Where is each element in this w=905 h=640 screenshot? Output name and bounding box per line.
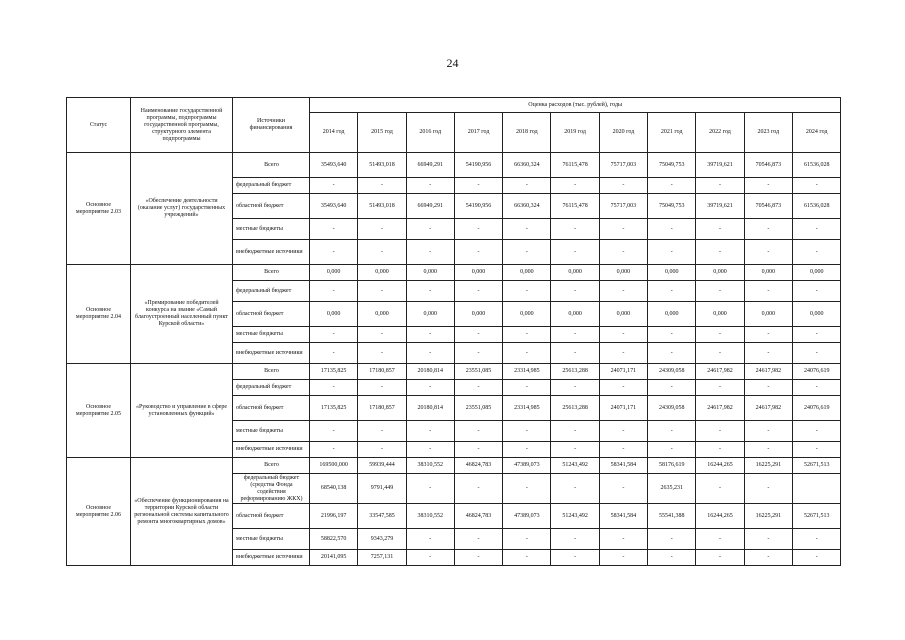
value-cell: 20141,095 (310, 550, 358, 566)
value-cell: - (310, 380, 358, 396)
funding-source: местные бюджеты (233, 529, 310, 550)
value-cell: 7257,131 (358, 550, 406, 566)
value-cell: - (648, 178, 696, 194)
value-cell: 25613,288 (551, 396, 599, 421)
value-cell: - (648, 240, 696, 265)
value-cell: - (406, 178, 454, 194)
value-cell: 61536,028 (792, 194, 840, 219)
value-cell: - (406, 474, 454, 504)
value-cell: 75717,003 (599, 153, 647, 178)
value-cell: 0,000 (696, 302, 744, 327)
value-cell: - (358, 178, 406, 194)
value-cell: - (406, 442, 454, 458)
value-cell: 46824,783 (454, 504, 502, 529)
value-cell: - (551, 474, 599, 504)
funding-source: местные бюджеты (233, 421, 310, 442)
value-cell: - (599, 380, 647, 396)
value-cell: 46824,783 (454, 458, 502, 474)
value-cell: 23551,085 (454, 396, 502, 421)
value-cell: - (358, 240, 406, 265)
value-cell: 66949,291 (406, 153, 454, 178)
value-cell: 0,000 (599, 302, 647, 327)
value-cell: 70546,873 (744, 194, 792, 219)
value-cell: - (454, 240, 502, 265)
value-cell: - (551, 380, 599, 396)
group-name: «Премирование победителей конкурса на звание «Самый благоустроенный населенный пункт Курской области» (131, 265, 233, 364)
value-cell: - (744, 178, 792, 194)
value-cell: 23551,085 (454, 364, 502, 380)
funding-source: Всего (233, 364, 310, 380)
value-cell: - (406, 550, 454, 566)
header-year: 2016 год (406, 113, 454, 153)
value-cell: 76115,478 (551, 153, 599, 178)
group-status: Основное мероприятие 2.03 (67, 153, 131, 265)
value-cell: - (648, 380, 696, 396)
value-cell: - (599, 550, 647, 566)
value-cell: - (551, 529, 599, 550)
value-cell: - (406, 343, 454, 364)
value-cell: 52671,513 (792, 458, 840, 474)
value-cell: - (599, 421, 647, 442)
value-cell: - (696, 327, 744, 343)
value-cell: 68540,138 (310, 474, 358, 504)
table-row (67, 153, 841, 178)
value-cell: - (648, 421, 696, 442)
value-cell: - (406, 219, 454, 240)
value-cell: - (648, 281, 696, 302)
value-cell: 0,000 (503, 302, 551, 327)
value-cell: - (310, 219, 358, 240)
value-cell: - (454, 219, 502, 240)
value-cell: - (310, 421, 358, 442)
value-cell: - (696, 281, 744, 302)
value-cell: 59939,444 (358, 458, 406, 474)
value-cell: - (503, 240, 551, 265)
value-cell: - (599, 178, 647, 194)
value-cell: 39719,621 (696, 194, 744, 219)
value-cell: 0,000 (744, 302, 792, 327)
value-cell: - (792, 421, 840, 442)
value-cell: 33547,585 (358, 504, 406, 529)
value-cell: 0,000 (406, 302, 454, 327)
value-cell: 2635,231 (648, 474, 696, 504)
value-cell: - (744, 327, 792, 343)
value-cell: - (503, 327, 551, 343)
value-cell: - (696, 380, 744, 396)
value-cell: 24309,058 (648, 396, 696, 421)
group-name: «Руководство и управление в сфере установленных функций» (131, 364, 233, 458)
value-cell: - (551, 550, 599, 566)
value-cell: 0,000 (792, 265, 840, 281)
value-cell: - (503, 421, 551, 442)
funding-source: Всего (233, 458, 310, 474)
value-cell: 54190,956 (454, 153, 502, 178)
value-cell: - (503, 281, 551, 302)
funding-source: областной бюджет (233, 302, 310, 327)
value-cell: - (454, 178, 502, 194)
value-cell: 38310,552 (406, 504, 454, 529)
group-name: «Обеспечение деятельности (оказание услуг) государственных учреждений» (131, 153, 233, 265)
table-row (67, 458, 841, 474)
value-cell: 58822,570 (310, 529, 358, 550)
funding-source: областной бюджет (233, 194, 310, 219)
value-cell: 16225,291 (744, 458, 792, 474)
value-cell: - (454, 550, 502, 566)
value-cell: - (744, 240, 792, 265)
value-cell: - (454, 442, 502, 458)
funding-source: внебюджетные источники (233, 442, 310, 458)
value-cell: - (599, 240, 647, 265)
value-cell: 24617,982 (744, 396, 792, 421)
value-cell: - (648, 343, 696, 364)
table-row (67, 364, 841, 380)
value-cell: 25613,288 (551, 364, 599, 380)
group-name: «Обеспечение функционирования на территории Курской области региональной системы капитального ремонта многоквартирных домов» (131, 458, 233, 566)
value-cell: 75049,753 (648, 194, 696, 219)
value-cell: 23314,985 (503, 396, 551, 421)
value-cell: - (454, 380, 502, 396)
value-cell: - (599, 442, 647, 458)
value-cell: 52671,513 (792, 504, 840, 529)
funding-source: внебюджетные источники (233, 550, 310, 566)
header-year: 2022 год (696, 113, 744, 153)
group-status: Основное мероприятие 2.04 (67, 265, 131, 364)
value-cell: - (551, 421, 599, 442)
funding-source: внебюджетные источники (233, 240, 310, 265)
header-status: Статус (67, 98, 131, 153)
value-cell: 16225,291 (744, 504, 792, 529)
header-year: 2017 год (454, 113, 502, 153)
value-cell: 0,000 (358, 302, 406, 327)
value-cell: - (358, 343, 406, 364)
value-cell: 0,000 (551, 302, 599, 327)
value-cell: 75049,753 (648, 153, 696, 178)
value-cell: 24617,982 (696, 396, 744, 421)
value-cell: 35493,640 (310, 153, 358, 178)
header-year: 2019 год (551, 113, 599, 153)
value-cell: - (599, 219, 647, 240)
value-cell: - (454, 421, 502, 442)
value-cell: 0,000 (310, 265, 358, 281)
value-cell: 17180,857 (358, 396, 406, 421)
value-cell: - (406, 327, 454, 343)
value-cell: - (310, 240, 358, 265)
value-cell: 0,000 (696, 265, 744, 281)
value-cell: - (599, 327, 647, 343)
header-source: Источники финансирования (233, 98, 310, 153)
value-cell: - (744, 281, 792, 302)
value-cell: - (599, 281, 647, 302)
funding-source: местные бюджеты (233, 219, 310, 240)
value-cell: 61536,028 (792, 153, 840, 178)
value-cell: - (696, 240, 744, 265)
group-status: Основное мероприятие 2.05 (67, 364, 131, 458)
value-cell: - (358, 380, 406, 396)
value-cell: - (792, 327, 840, 343)
value-cell: 70546,873 (744, 153, 792, 178)
value-cell: 20180,814 (406, 364, 454, 380)
value-cell: - (503, 529, 551, 550)
value-cell: 24617,982 (696, 364, 744, 380)
value-cell (792, 474, 840, 504)
funding-source: федеральный бюджет (233, 380, 310, 396)
value-cell: - (551, 343, 599, 364)
value-cell: 0,000 (599, 265, 647, 281)
value-cell: 51493,018 (358, 194, 406, 219)
header-year: 2024 год (792, 113, 840, 153)
value-cell: 58341,584 (599, 504, 647, 529)
value-cell: - (744, 474, 792, 504)
value-cell: - (454, 281, 502, 302)
funding-source: федеральный бюджет (233, 178, 310, 194)
table-row (67, 265, 841, 281)
value-cell: 0,000 (551, 265, 599, 281)
value-cell: 9791,449 (358, 474, 406, 504)
value-cell: 58341,584 (599, 458, 647, 474)
value-cell: 0,000 (454, 302, 502, 327)
value-cell: - (744, 421, 792, 442)
value-cell: 24076,619 (792, 396, 840, 421)
table-body (67, 153, 841, 566)
value-cell: 58176,619 (648, 458, 696, 474)
value-cell: - (406, 380, 454, 396)
value-cell: - (358, 442, 406, 458)
value-cell: 54190,956 (454, 194, 502, 219)
value-cell: - (696, 529, 744, 550)
value-cell: - (792, 240, 840, 265)
value-cell: - (406, 421, 454, 442)
value-cell: - (503, 178, 551, 194)
header-estimate: Оценка расходов (тыс. рублей), годы (310, 98, 841, 113)
value-cell: 55541,388 (648, 504, 696, 529)
value-cell: 0,000 (406, 265, 454, 281)
value-cell: - (696, 343, 744, 364)
value-cell: - (358, 327, 406, 343)
value-cell: 51243,492 (551, 458, 599, 474)
value-cell: 24071,171 (599, 396, 647, 421)
value-cell: - (406, 281, 454, 302)
value-cell: - (454, 529, 502, 550)
group-status: Основное мероприятие 2.06 (67, 458, 131, 566)
value-cell: - (744, 380, 792, 396)
value-cell: - (406, 529, 454, 550)
value-cell: - (744, 550, 792, 566)
value-cell: 16244,265 (696, 504, 744, 529)
funding-source: Всего (233, 153, 310, 178)
value-cell: - (551, 327, 599, 343)
value-cell: - (599, 343, 647, 364)
value-cell: - (792, 550, 840, 566)
value-cell: - (551, 178, 599, 194)
value-cell: - (648, 442, 696, 458)
value-cell: - (503, 550, 551, 566)
value-cell: 24071,171 (599, 364, 647, 380)
value-cell: - (406, 240, 454, 265)
value-cell: 47389,073 (503, 504, 551, 529)
value-cell: - (648, 529, 696, 550)
value-cell: - (503, 219, 551, 240)
value-cell: - (310, 178, 358, 194)
value-cell: - (310, 343, 358, 364)
value-cell: - (551, 240, 599, 265)
value-cell: - (792, 281, 840, 302)
value-cell: - (358, 281, 406, 302)
value-cell: 24309,058 (648, 364, 696, 380)
value-cell: 169500,000 (310, 458, 358, 474)
value-cell: 0,000 (648, 265, 696, 281)
value-cell: 17135,825 (310, 396, 358, 421)
header-name: Наименование государственной программы, подпрограммы государственной программы, структурного элемента подпрограммы (131, 98, 233, 153)
value-cell: - (310, 281, 358, 302)
value-cell: - (696, 178, 744, 194)
value-cell: 23314,985 (503, 364, 551, 380)
funding-source: федеральный бюджет (233, 281, 310, 302)
value-cell: - (792, 178, 840, 194)
value-cell: - (599, 474, 647, 504)
header-year: 2023 год (744, 113, 792, 153)
value-cell: 35493,640 (310, 194, 358, 219)
value-cell: 17180,857 (358, 364, 406, 380)
value-cell: 47389,073 (503, 458, 551, 474)
value-cell: - (792, 219, 840, 240)
value-cell: 0,000 (648, 302, 696, 327)
value-cell: 24617,982 (744, 364, 792, 380)
value-cell: 38310,552 (406, 458, 454, 474)
value-cell: - (648, 327, 696, 343)
value-cell: 21996,197 (310, 504, 358, 529)
expenditure-table (66, 97, 841, 566)
value-cell: 51493,018 (358, 153, 406, 178)
value-cell: 76115,478 (551, 194, 599, 219)
value-cell: - (792, 529, 840, 550)
value-cell: 24076,619 (792, 364, 840, 380)
value-cell: 39719,621 (696, 153, 744, 178)
value-cell: - (696, 421, 744, 442)
value-cell: - (310, 442, 358, 458)
value-cell: - (744, 442, 792, 458)
funding-source: внебюджетные источники (233, 343, 310, 364)
value-cell: - (503, 474, 551, 504)
value-cell: - (792, 380, 840, 396)
value-cell: - (744, 343, 792, 364)
value-cell: - (551, 219, 599, 240)
value-cell: 0,000 (454, 265, 502, 281)
value-cell: 9343,279 (358, 529, 406, 550)
value-cell: - (696, 474, 744, 504)
value-cell: 20180,814 (406, 396, 454, 421)
value-cell: 75717,003 (599, 194, 647, 219)
value-cell: - (648, 550, 696, 566)
header-year: 2015 год (358, 113, 406, 153)
value-cell: - (696, 550, 744, 566)
header-year: 2020 год (599, 113, 647, 153)
value-cell: 17135,825 (310, 364, 358, 380)
value-cell: 0,000 (792, 302, 840, 327)
value-cell: 16244,265 (696, 458, 744, 474)
value-cell: 66360,324 (503, 153, 551, 178)
value-cell: - (503, 442, 551, 458)
header-year: 2018 год (503, 113, 551, 153)
value-cell: - (454, 474, 502, 504)
value-cell: 66949,291 (406, 194, 454, 219)
funding-source: местные бюджеты (233, 327, 310, 343)
value-cell: - (310, 327, 358, 343)
value-cell: 51243,492 (551, 504, 599, 529)
value-cell: - (503, 380, 551, 396)
header-year: 2014 год (310, 113, 358, 153)
page-number: 24 (446, 56, 459, 70)
value-cell: - (358, 219, 406, 240)
value-cell: 0,000 (744, 265, 792, 281)
value-cell: - (551, 442, 599, 458)
value-cell: - (792, 343, 840, 364)
funding-source: областной бюджет (233, 504, 310, 529)
value-cell: 0,000 (310, 302, 358, 327)
value-cell: 0,000 (358, 265, 406, 281)
value-cell: - (551, 281, 599, 302)
value-cell: 0,000 (503, 265, 551, 281)
value-cell: - (696, 442, 744, 458)
funding-source: областной бюджет (233, 396, 310, 421)
value-cell: - (358, 421, 406, 442)
value-cell: - (792, 442, 840, 458)
value-cell: - (503, 343, 551, 364)
value-cell: - (599, 529, 647, 550)
value-cell: - (744, 219, 792, 240)
funding-source: федеральный бюджет (средства Фонда содействия реформированию ЖКХ) (233, 474, 310, 504)
value-cell: - (454, 343, 502, 364)
value-cell: - (696, 219, 744, 240)
header-year: 2021 год (648, 113, 696, 153)
value-cell: - (454, 327, 502, 343)
value-cell: - (648, 219, 696, 240)
funding-source: Всего (233, 265, 310, 281)
value-cell: - (744, 529, 792, 550)
value-cell: 66360,324 (503, 194, 551, 219)
